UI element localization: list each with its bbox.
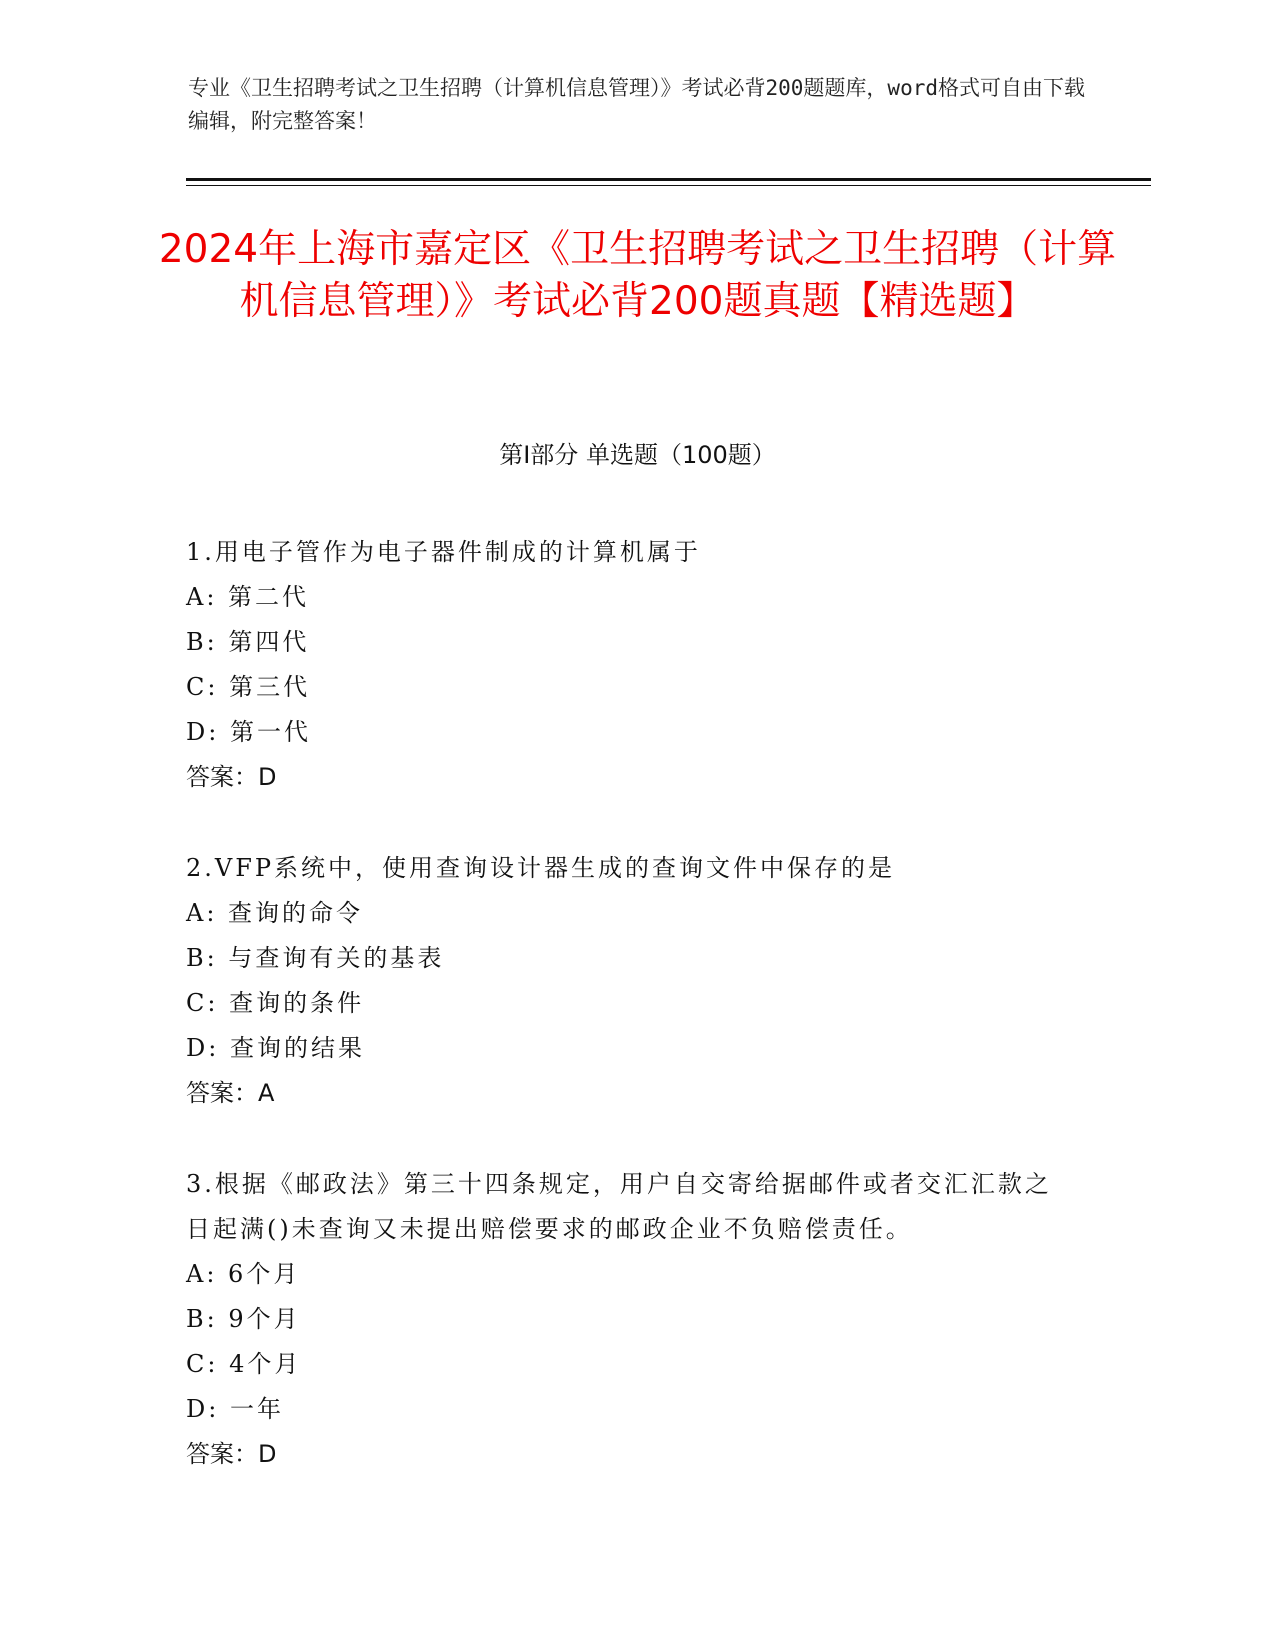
- option-a: A: 第二代: [186, 583, 310, 611]
- document-title: 2024年上海市嘉定区《卫生招聘考试之卫生招聘（计算机信息管理）》考试必背200题真题【精选题】: [158, 227, 1117, 324]
- header-divider-thin: [186, 185, 1151, 186]
- answer-line: 答案：D: [186, 1440, 277, 1468]
- question-2: [186, 846, 1066, 1116]
- header-divider-thick: [186, 178, 1151, 181]
- question-list: [186, 530, 1066, 1523]
- section-title: 第I部分 单选题（100题）: [499, 441, 776, 469]
- answer-line: 答案：A: [186, 1079, 275, 1107]
- option-c: C: 查询的条件: [186, 989, 365, 1017]
- option-d: D: 一年: [186, 1395, 284, 1423]
- option-d: D: 查询的结果: [186, 1034, 365, 1062]
- answer-line: 答案：D: [186, 763, 277, 791]
- option-b: B: 9个月: [186, 1305, 301, 1333]
- question-stem: 3.根据《邮政法》第三十四条规定，用户自交寄给据邮件或者交汇汇款之日起满()未查询又未提出赔偿要求的邮政企业不负赔偿责任。: [186, 1170, 1052, 1243]
- option-a: A: 6个月: [186, 1260, 301, 1288]
- question-3: [186, 1162, 1066, 1477]
- question-stem: 1.用电子管作为电子器件制成的计算机属于: [186, 538, 701, 566]
- option-b: B: 第四代: [186, 628, 310, 656]
- option-a: A: 查询的命令: [186, 899, 364, 927]
- question-1: [186, 530, 1066, 800]
- header-note: 专业《卫生招聘考试之卫生招聘（计算机信息管理）》考试必背200题题库，word格式可自由下载编辑，附完整答案！: [188, 76, 1085, 133]
- question-stem: 2.VFP系统中，使用查询设计器生成的查询文件中保存的是: [186, 854, 896, 882]
- option-c: C: 第三代: [186, 673, 311, 701]
- option-c: C: 4个月: [186, 1350, 302, 1378]
- option-b: B: 与查询有关的基表: [186, 944, 445, 972]
- option-d: D: 第一代: [186, 718, 311, 746]
